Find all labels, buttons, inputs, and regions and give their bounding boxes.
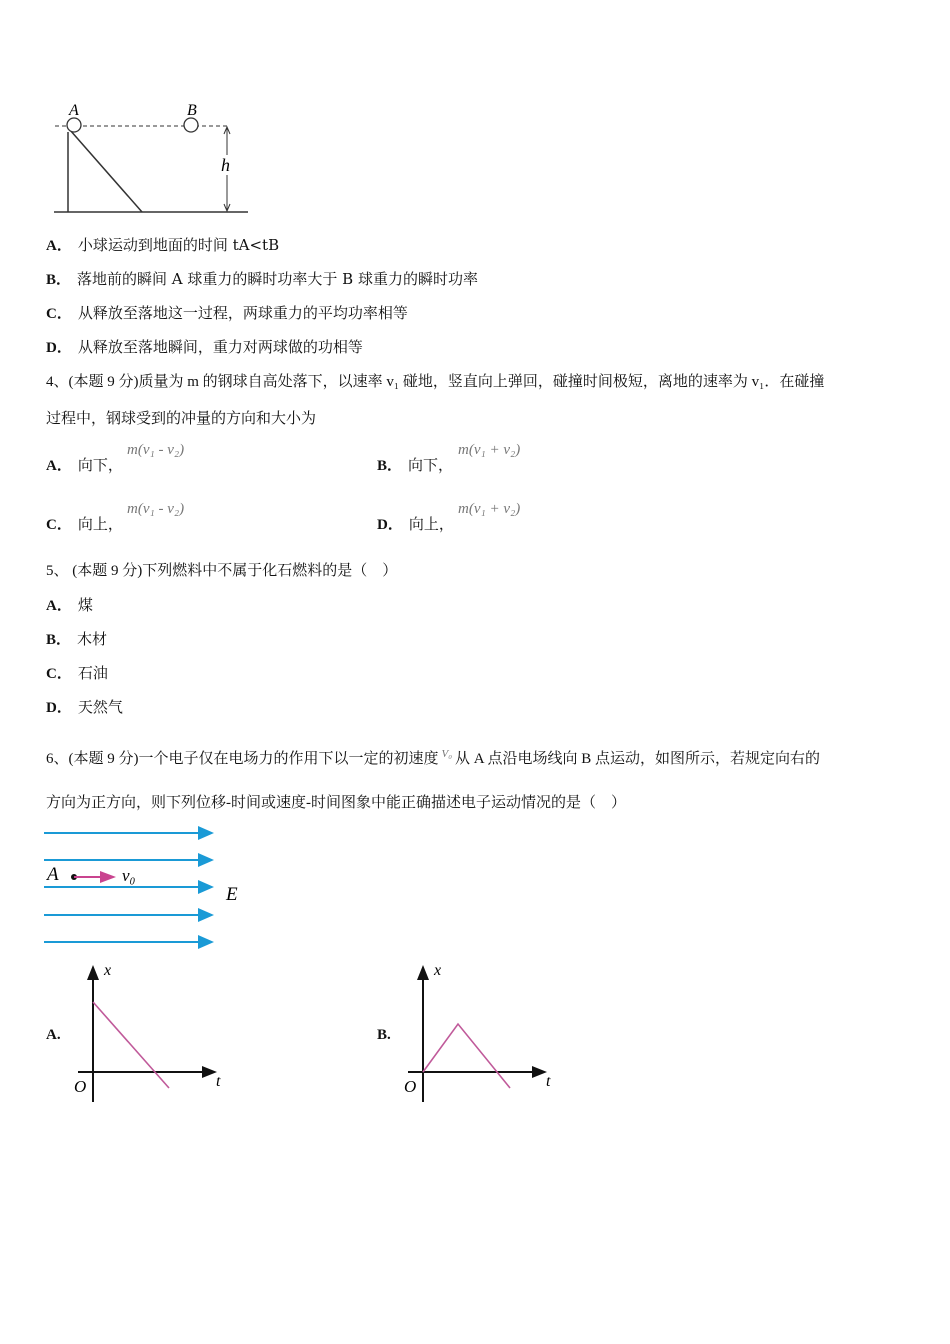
option-text: 向下，: [408, 456, 454, 474]
option-text: 木材: [77, 630, 108, 648]
q4-formula-c: m(v₁ - v₂): [127, 501, 185, 517]
option-label: B．: [46, 272, 72, 288]
q3-option-b: [46, 269, 478, 290]
q4-option-b: [377, 455, 453, 476]
q3-option-d: [46, 337, 363, 358]
q4-option-c: [46, 514, 123, 535]
option-label: A．: [46, 458, 72, 474]
ball-a: [67, 118, 81, 132]
option-label: D．: [46, 700, 72, 716]
option-label: B．: [46, 632, 72, 648]
option-label: B．: [377, 458, 403, 474]
graph-b-label: B.: [377, 1027, 391, 1043]
label-b: B: [187, 102, 197, 119]
q4-stem-line2: 过程中，钢球受到的冲量的方向和大小为: [46, 411, 317, 427]
electric-field-figure: [44, 822, 254, 952]
q4-formula-a: m(v₁ - v₂): [127, 442, 185, 458]
q4-stem-line1: 4、(本题 9 分)质量为 m 的钢球自高处落下，以速率 v₁ 碰地，竖直向上弹回，碰撞时间极短，离地的速率为 v₁．在碰撞: [46, 374, 825, 390]
option-label: D．: [46, 340, 72, 356]
q4-formula-d: m(v₁ + v₂): [458, 501, 521, 517]
graph-a-line: [93, 1002, 169, 1088]
origin-label: O: [404, 1077, 417, 1096]
option-text: 向上，: [77, 515, 123, 533]
option-label: A．: [46, 238, 72, 254]
graph-a-label: A.: [46, 1027, 61, 1043]
q5-option-a: [46, 595, 93, 616]
ball-b: [184, 118, 198, 132]
q4-formula-b: m(v₁ + v₂): [458, 442, 521, 458]
option-label: C．: [46, 666, 72, 682]
q6-stem-part1: 6、(本题 9 分)一个电子仅在电场力的作用下以一定的初速度: [46, 751, 439, 767]
v0-symbol: V₀: [441, 748, 453, 760]
graph-b[interactable]: [400, 962, 560, 1107]
x-axis-label: t: [546, 1073, 551, 1090]
option-text: 从释放至落地瞬间，重力对两球做的功相等: [77, 338, 363, 356]
q5-option-b: [46, 629, 107, 650]
option-label: A．: [46, 598, 72, 614]
origin-label: O: [74, 1077, 87, 1096]
q4-option-d: [377, 514, 454, 535]
q5-option-c: [46, 663, 108, 684]
label-a: A: [69, 102, 79, 119]
graph-a[interactable]: [70, 962, 230, 1107]
v0-label: v₀: [122, 866, 136, 885]
q6-stem-line1: [46, 744, 820, 769]
q3-option-c: [46, 303, 408, 324]
label-h-text: h: [221, 155, 230, 175]
y-axis-label: x: [434, 962, 442, 979]
option-text: 石油: [77, 664, 108, 682]
q6-stem-line2: 方向为正方向，则下列位移-时间或速度-时间图象中能正确描述电子运动情况的是（ ）: [46, 795, 626, 811]
option-text: 落地前的瞬间 A 球重力的瞬时功率大于 B 球重力的瞬时功率: [77, 270, 478, 288]
option-text: 小球运动到地面的时间 tA<tB: [77, 236, 280, 254]
q6-stem-part2: 从 A 点沿电场线向 B 点运动，如图所示，若规定向右的: [455, 751, 821, 767]
velocity-arrow: [100, 871, 116, 883]
option-label: D．: [377, 517, 403, 533]
y-axis-label: x: [104, 962, 112, 979]
option-text: 从释放至落地这一过程，两球重力的平均功率相等: [77, 304, 408, 322]
option-text: 煤: [77, 596, 93, 614]
point-a-label: A: [47, 864, 59, 885]
option-label: C．: [46, 306, 72, 322]
q3-figure: [50, 98, 260, 218]
option-label: C．: [46, 517, 72, 533]
x-axis-label: t: [216, 1073, 221, 1090]
field-e-label: E: [226, 884, 238, 905]
option-text: 天然气: [77, 698, 123, 716]
field-lines: [44, 826, 214, 949]
q4-option-a: [46, 455, 123, 476]
graph-b-line: [423, 1024, 510, 1088]
q5-option-d: [46, 697, 123, 718]
option-text: 向上，: [408, 515, 454, 533]
option-text: 向下，: [77, 456, 123, 474]
q3-option-a: [46, 235, 279, 256]
q5-stem: 5、 (本题 9 分)下列燃料中不属于化石燃料的是（ ）: [46, 563, 398, 579]
